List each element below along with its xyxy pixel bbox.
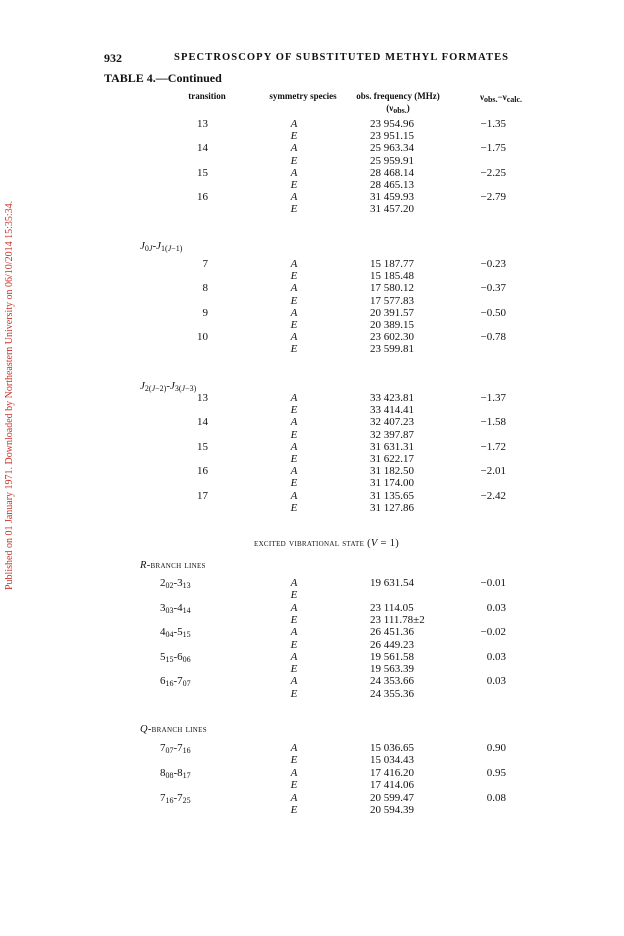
frequency-cell: 23 599.81 (370, 343, 414, 356)
symmetry-cell: A (290, 766, 298, 779)
symmetry-cell: E (290, 501, 298, 514)
frequency-cell: 17 416.20 (370, 766, 414, 779)
frequency-cell: 31 127.86 (370, 501, 414, 514)
frequency-cell: 28 465.13 (370, 179, 414, 191)
transition-cell: 15 (197, 440, 208, 453)
transition-cell: $8_{08}-8_{17}$ (160, 766, 191, 780)
diff-cell: −0.78 (480, 331, 506, 344)
symmetry-cell: A (290, 258, 298, 270)
frequency-cell: 31 135.65 (370, 489, 414, 502)
symmetry-cell: E (290, 130, 298, 143)
diff-cell: −0.01 (480, 577, 506, 589)
frequency-cell: 15 187.77 (370, 258, 414, 270)
transition-cell: 13 (197, 392, 208, 404)
frequency-cell: 26 449.23 (370, 638, 414, 651)
symmetry-cell: A (290, 626, 298, 639)
symmetry-cell: E (290, 687, 298, 700)
frequency-cell: 32 407.23 (370, 416, 414, 429)
symmetry-cell: E (290, 270, 298, 283)
diff-cell: −0.37 (480, 282, 506, 295)
transition-cell: 14 (197, 142, 208, 155)
symmetry-cell: E (290, 203, 298, 216)
transition-cell: $4_{04}-5_{15}$ (160, 626, 191, 640)
page-number: 932 (104, 51, 122, 65)
transition-cell: 15 (197, 166, 208, 179)
excited-state-title: excited vibrational state (V = 1) (254, 538, 400, 549)
symmetry-cell: A (290, 166, 298, 179)
frequency-cell: 31 457.20 (370, 203, 414, 216)
col-header-symmetry: symmetry species (269, 91, 337, 101)
col-header-diff: $\nu_{obs.}-\nu_{calc.}$ (479, 92, 523, 104)
frequency-cell: 24 353.66 (370, 675, 414, 688)
frequency-cell: 15 036.65 (370, 742, 414, 754)
symmetry-cell: A (290, 742, 298, 754)
frequency-cell: 33 423.81 (370, 392, 414, 404)
symmetry-cell: E (290, 638, 298, 651)
frequency-cell: 17 577.83 (370, 294, 414, 307)
transition-cell: 16 (197, 191, 208, 204)
transition-cell: $2_{02}-3_{13}$ (160, 577, 191, 590)
diff-cell: −2.01 (480, 465, 506, 478)
symmetry-cell: A (290, 191, 298, 204)
transition-cell: 17 (197, 489, 208, 502)
col-header-frequency-sub: $(\nu_{obs.})$ (386, 103, 410, 115)
r-branch-label: R-branch lines (140, 560, 206, 571)
diff-cell: −1.72 (480, 440, 506, 453)
frequency-cell: 15 185.48 (370, 270, 414, 283)
transition-cell: 8 (202, 282, 208, 295)
symmetry-cell: A (290, 416, 298, 429)
diff-cell: −0.02 (480, 626, 506, 639)
symmetry-cell: E (290, 428, 298, 441)
frequency-cell: 15 034.43 (370, 754, 414, 767)
col-header-transition: transition (188, 91, 226, 101)
frequency-cell: 19 561.58 (370, 650, 414, 663)
diff-cell: 0.08 (486, 791, 506, 804)
symmetry-cell: E (290, 404, 298, 417)
diff-cell: 0.90 (486, 742, 506, 754)
symmetry-cell: E (290, 179, 298, 191)
symmetry-cell: A (290, 282, 298, 295)
frequency-cell: 25 959.91 (370, 154, 414, 167)
frequency-cell: 23 111.78±2 (370, 613, 425, 626)
transition-cell: 7 (202, 258, 208, 270)
diff-cell: −0.50 (480, 306, 506, 319)
transition-cell: $7_{16}-7_{25}$ (160, 791, 191, 805)
symmetry-cell: E (290, 294, 298, 307)
symmetry-cell: A (290, 791, 298, 804)
symmetry-cell: A (290, 650, 298, 663)
symmetry-cell: A (290, 465, 298, 478)
frequency-cell: 31 174.00 (370, 477, 414, 490)
diff-cell: 0.03 (486, 675, 506, 688)
frequency-cell: 25 963.34 (370, 142, 414, 155)
symmetry-cell: E (290, 663, 298, 676)
diff-cell: −1.35 (480, 118, 506, 130)
frequency-cell: 23 954.96 (370, 118, 414, 130)
transition-cell: $5_{15}-6_{06}$ (160, 650, 191, 664)
transition-cell: 9 (202, 306, 208, 319)
symmetry-cell: A (290, 331, 298, 344)
group-label-j2: $J_{2(J-2)}-J_{3(J-3)}$ (140, 380, 197, 393)
diff-cell: 0.03 (486, 601, 506, 614)
frequency-cell: 20 594.39 (370, 804, 414, 816)
frequency-cell: 31 182.50 (370, 465, 414, 478)
diff-cell: 0.03 (486, 650, 506, 663)
symmetry-cell: A (290, 489, 298, 502)
frequency-cell: 26 451.36 (370, 626, 414, 639)
frequency-cell: 23 602.30 (370, 331, 414, 344)
frequency-cell: 17 414.06 (370, 779, 414, 792)
symmetry-cell: A (290, 118, 298, 130)
frequency-cell: 24 355.36 (370, 687, 414, 700)
transition-cell: 10 (197, 331, 208, 344)
symmetry-cell: A (290, 392, 298, 404)
table-caption: TABLE 4.—Continued (104, 71, 222, 85)
transition-cell: $3_{03}-4_{14}$ (160, 601, 191, 615)
symmetry-cell: E (290, 477, 298, 490)
symmetry-cell: E (290, 453, 298, 465)
symmetry-cell: E (290, 613, 298, 626)
symmetry-cell: E (290, 804, 298, 816)
diff-cell: −1.37 (480, 392, 506, 404)
diff-cell: −1.75 (480, 142, 506, 155)
symmetry-cell: A (290, 577, 298, 589)
symmetry-cell: A (290, 675, 298, 688)
symmetry-cell: E (290, 343, 298, 356)
download-notice (4, 160, 18, 590)
frequency-cell: 20 599.47 (370, 791, 414, 804)
symmetry-cell: A (290, 306, 298, 319)
q-branch-label: Q-branch lines (140, 724, 207, 735)
frequency-cell: 31 631.31 (370, 440, 414, 453)
diff-cell: −2.79 (480, 191, 506, 204)
frequency-cell: 33 414.41 (370, 404, 414, 417)
symmetry-cell: E (290, 319, 298, 331)
group-label-j0j: $J_{0J}-J_{1(J-1)}$ (140, 240, 183, 253)
frequency-cell: 23 114.05 (370, 601, 414, 614)
symmetry-cell: A (290, 440, 298, 453)
transition-cell: $6_{16}-7_{07}$ (160, 675, 191, 689)
diff-cell: 0.95 (486, 766, 506, 779)
transition-cell: 13 (197, 118, 208, 130)
frequency-cell: 17 580.12 (370, 282, 414, 295)
diff-cell: −2.42 (480, 489, 506, 502)
transition-cell: 16 (197, 465, 208, 478)
frequency-cell: 32 397.87 (370, 428, 414, 441)
frequency-cell: 19 631.54 (370, 577, 414, 589)
diff-cell: −0.23 (480, 258, 506, 270)
transition-cell: $7_{07}-7_{16}$ (160, 742, 191, 755)
frequency-cell: 23 951.15 (370, 130, 414, 143)
frequency-cell: 20 391.57 (370, 306, 414, 319)
diff-cell: −1.58 (480, 416, 506, 429)
frequency-cell: 31 459.93 (370, 191, 414, 204)
frequency-cell: 28 468.14 (370, 166, 414, 179)
frequency-cell: 20 389.15 (370, 319, 414, 331)
diff-cell: −2.25 (480, 166, 506, 179)
transition-cell: 14 (197, 416, 208, 429)
symmetry-cell: E (290, 589, 298, 602)
symmetry-cell: A (290, 142, 298, 155)
col-header-frequency: obs. frequency (MHz) (356, 91, 440, 101)
symmetry-cell: A (290, 601, 298, 614)
running-title: SPECTROSCOPY OF SUBSTITUTED METHYL FORMATES (174, 52, 510, 63)
symmetry-cell: E (290, 779, 298, 792)
download-notice-text: Published on 01 January 1971. Downloaded by Northeastern University on 06/10/2014 15:35:34. (4, 200, 15, 590)
frequency-cell: 31 622.17 (370, 453, 414, 465)
frequency-cell: 19 563.39 (370, 663, 414, 676)
symmetry-cell: E (290, 754, 298, 767)
symmetry-cell: E (290, 154, 298, 167)
